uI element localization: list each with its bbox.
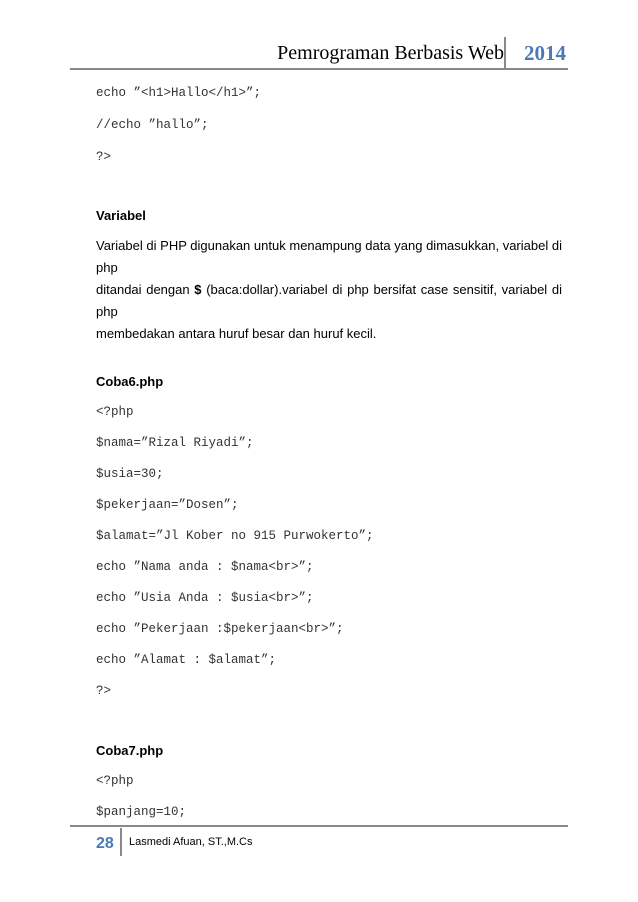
code-line: ?>: [96, 684, 112, 698]
code-line: $pekerjaan=”Dosen”;: [96, 498, 239, 512]
footer-rule: [70, 825, 568, 827]
code-line: echo ”Alamat : $alamat”;: [96, 653, 277, 667]
variabel-paragraph: [96, 235, 562, 345]
code-line: <?php: [96, 405, 134, 419]
code-line: $nama=”Rizal Riyadi”;: [96, 436, 254, 450]
footer-divider: [120, 828, 122, 856]
dollar-sign: $: [194, 282, 202, 297]
page-footer: [70, 825, 568, 865]
document-year: 2014: [524, 41, 566, 65]
section-heading-coba6: Coba6.php: [96, 374, 164, 389]
author-name: Lasmedi Afuan, ST.,M.Cs: [129, 836, 253, 848]
code-line: $panjang=10;: [96, 805, 187, 819]
section-heading-variabel: Variabel: [96, 208, 146, 223]
code-line: <?php: [96, 774, 134, 788]
code-line: echo ”<h1>Hallo</h1>”;: [96, 86, 262, 100]
page-number: 28: [96, 835, 114, 852]
code-line: //echo ”hallo”;: [96, 118, 209, 132]
code-line: echo ”Pekerjaan :$pekerjaan<br>”;: [96, 622, 344, 636]
header-divider: [504, 37, 506, 69]
section-heading-coba7: Coba7.php: [96, 743, 164, 758]
page-header: [70, 30, 568, 70]
paragraph-line: ditandai dengan $ (baca:dollar).variabel di php bersifat case sensitif, variabel di php: [96, 282, 562, 319]
paragraph-line: Variabel di PHP digunakan untuk menampung data yang dimasukkan, variabel di php: [96, 238, 562, 275]
header-rule: [70, 68, 568, 70]
code-line: ?>: [96, 150, 112, 164]
code-line: $usia=30;: [96, 467, 164, 481]
code-line: echo ”Nama anda : $nama<br>”;: [96, 560, 314, 574]
code-line: $alamat=”Jl Kober no 915 Purwokerto”;: [96, 529, 374, 543]
document-title: Pemrograman Berbasis Web: [277, 42, 504, 64]
paragraph-line: membedakan antara huruf besar dan huruf kecil.: [96, 326, 377, 341]
code-line: echo ”Usia Anda : $usia<br>”;: [96, 591, 314, 605]
